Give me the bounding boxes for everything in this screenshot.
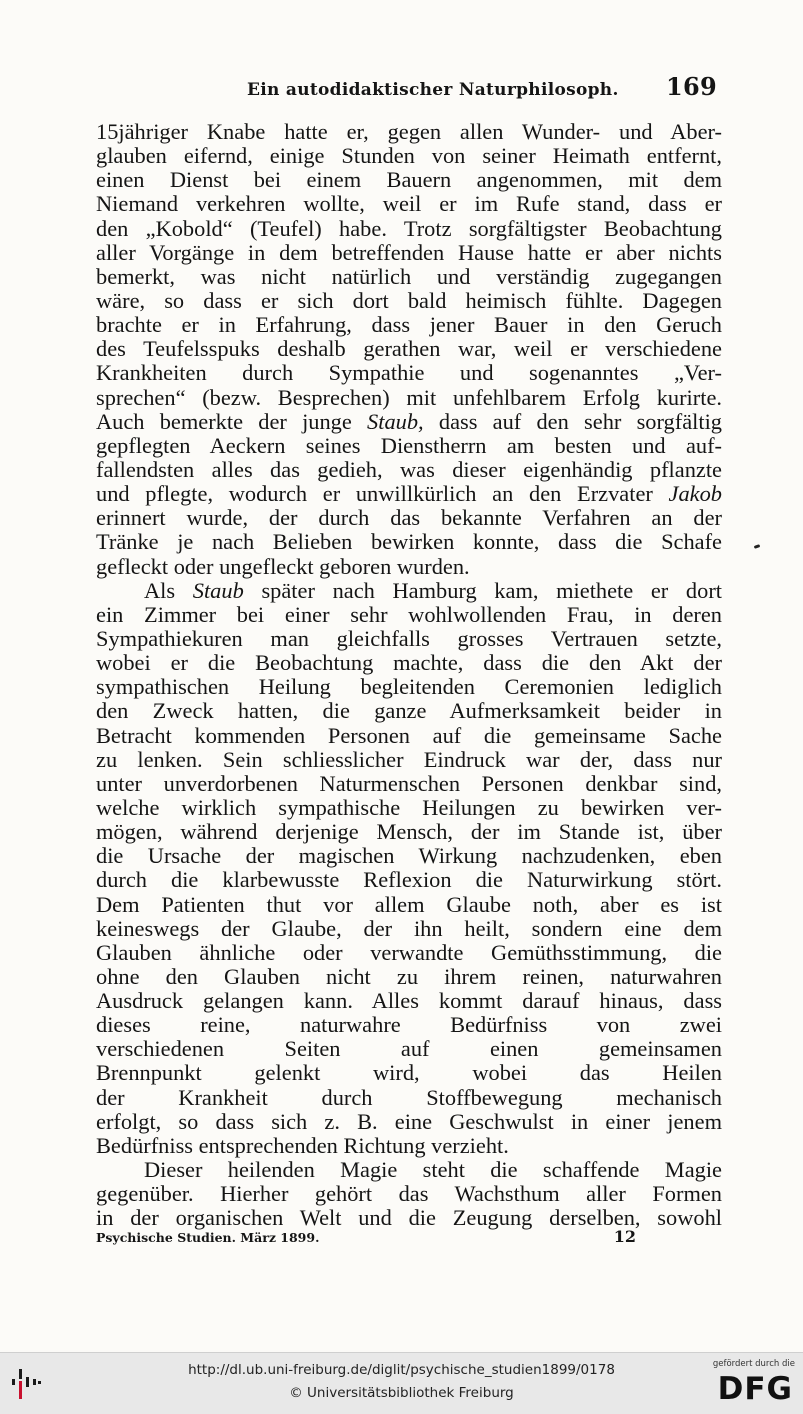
text-line <box>96 893 722 917</box>
line-text: dass auf den sehr sorgfältig <box>423 409 722 434</box>
line-text: Dieser heilenden Magie steht die schaffende Magie <box>144 1158 722 1183</box>
text-line <box>96 434 722 458</box>
text-line <box>96 941 722 965</box>
emphasized-name: Staub <box>192 578 244 603</box>
line-text: Als <box>144 578 193 603</box>
line-text: Krankheiten durch Sympathie und sogenanntes „Ver- <box>96 361 722 386</box>
text-line <box>96 699 722 723</box>
text-line <box>96 555 722 579</box>
line-text: ein Zimmer bei einer sehr wohlwollenden Frau, in deren <box>96 602 722 627</box>
line-text: Ausdruck gelangen kann. Alles kommt darauf hinaus, dass <box>96 989 722 1014</box>
line-text: gefleckt oder ungefleckt geboren wurden. <box>96 554 470 579</box>
text-line <box>96 265 722 289</box>
line-text: in der organischen Welt und die Zeugung derselben, sowohl <box>96 1206 722 1231</box>
text-line <box>96 1110 722 1134</box>
line-text: ohne den Glauben nicht zu ihrem reinen, naturwahren <box>96 964 722 989</box>
text-line <box>96 1037 722 1061</box>
line-text: später nach Hamburg kam, miethete er dort <box>243 578 722 603</box>
text-line <box>96 289 722 313</box>
bottom-bar <box>0 1352 803 1414</box>
text-line <box>96 868 722 892</box>
line-text: einen Dienst bei einem Bauern angenommen, mit dem <box>96 168 722 193</box>
text-line <box>96 820 722 844</box>
page-number: 169 <box>666 72 717 101</box>
text-line <box>96 675 722 699</box>
text-line <box>96 241 722 265</box>
signature-mark: 12 <box>613 1227 636 1246</box>
text-line <box>96 192 722 216</box>
line-text: sympathischen Heilung begleitenden Ceremonien lediglich <box>96 675 722 700</box>
line-text: gepflegten Aeckern seines Dienstherrn am besten und auf- <box>96 433 722 458</box>
journal-footer: Psychische Studien. März 1899. <box>96 1230 320 1245</box>
text-line <box>96 506 722 530</box>
text-line <box>96 168 722 192</box>
line-text: 15jähriger Knabe hatte er, gegen allen Wunder- und Aber- <box>96 120 722 144</box>
line-text: den Zweck hatten, die ganze Aufmerksamkeit beider in <box>96 699 722 724</box>
line-text: verschiedenen Seiten auf einen gemeinsamen <box>96 1037 722 1062</box>
line-text: gegenüber. Hierher gehört das Wachsthum aller Formen <box>96 1182 722 1207</box>
line-text: erfolgt, so dass sich z. B. eine Geschwulst in einer jenem <box>96 1109 722 1134</box>
text-line <box>96 1134 722 1158</box>
line-text: fallendsten alles das gedieh, was dieser eigenhändig pflanzte <box>96 457 722 482</box>
body-text <box>96 120 722 1230</box>
line-text: dieses reine, naturwahre Bedürfniss von zwei <box>96 1013 722 1038</box>
emphasized-name: Jakob <box>668 482 722 507</box>
copyright-notice: © Universitätsbibliothek Freiburg <box>289 1385 514 1401</box>
dfg-logo: DFG <box>717 1371 793 1407</box>
text-line <box>96 989 722 1013</box>
line-text: welche wirklich sympathische Heilungen zu bewirken ver- <box>96 795 722 820</box>
text-line <box>96 482 722 506</box>
line-text: unter unverdorbenen Naturmenschen Personen denkbar sind, <box>96 771 722 796</box>
text-line <box>96 144 722 168</box>
line-text: wäre, so dass er sich dort bald heimisch fühlte. Dagegen <box>96 288 722 313</box>
text-line <box>96 458 722 482</box>
line-text: sprechen“ (bezw. Besprechen) mit unfehlbarem Erfolg kurirte. <box>96 385 722 410</box>
text-line <box>96 120 722 144</box>
text-line <box>96 1086 722 1110</box>
line-text: wobei er die Beobachtung machte, dass die den Akt der <box>96 651 722 676</box>
running-head <box>247 72 717 101</box>
emphasized-name: Staub, <box>367 409 424 434</box>
line-text: und pflegte, wodurch er unwillkürlich an den Erzvater <box>96 482 669 507</box>
line-text: brachte er in Erfahrung, dass jener Bauer in den Geruch <box>96 313 722 338</box>
text-line <box>96 386 722 410</box>
text-line <box>96 1158 722 1182</box>
page-footer <box>96 1227 636 1246</box>
text-line <box>96 917 722 941</box>
text-line <box>96 627 722 651</box>
source-url[interactable]: http://dl.ub.uni-freiburg.de/diglit/psychische_studien1899/0178 <box>188 1362 615 1378</box>
line-text: Dem Patienten thut vor allem Glaube noth, aber es ist <box>96 892 722 917</box>
stray-ink-mark <box>754 544 761 549</box>
text-line <box>96 579 722 603</box>
text-line <box>96 965 722 989</box>
line-text: durch die klarbewusste Reflexion die Naturwirkung stört. <box>96 868 722 893</box>
line-text: der Krankheit durch Stoffbewegung mechanisch <box>96 1085 722 1110</box>
line-text: die Ursache der magischen Wirkung nachzudenken, eben <box>96 844 722 869</box>
line-text: den „Kobold“ (Teufel) habe. Trotz sorgfältigster Beobachtung <box>96 216 722 241</box>
line-text: keineswegs der Glaube, der ihn heilt, sondern eine dem <box>96 916 722 941</box>
text-line <box>96 748 722 772</box>
text-line <box>96 796 722 820</box>
text-line <box>96 217 722 241</box>
text-line <box>96 313 722 337</box>
text-line <box>96 1013 722 1037</box>
line-text: des Teufelsspuks deshalb gerathen war, weil er verschiedene <box>96 337 722 362</box>
text-line <box>96 337 722 361</box>
line-text: Niemand verkehren wollte, weil er im Rufe stand, dass er <box>96 192 722 217</box>
text-line <box>96 772 722 796</box>
line-text: zu lenken. Sein schliesslicher Eindruck war der, dass nur <box>96 747 722 772</box>
line-text: Betracht kommenden Personen auf die gemeinsame Sache <box>96 723 722 748</box>
line-text: Glauben ähnliche oder verwandte Gemüthsstimmung, die <box>96 940 722 965</box>
line-text: Tränke je nach Belieben bewirken konnte, dass die Schafe <box>96 530 722 555</box>
text-line <box>96 651 722 675</box>
text-line <box>96 844 722 868</box>
funding-note: gefördert durch die <box>712 1359 795 1369</box>
line-text: Brennpunkt gelenkt wird, wobei das Heilen <box>96 1061 722 1086</box>
line-text: aller Vorgänge in dem betreffenden Hause hatte er aber nichts <box>96 240 722 265</box>
text-line <box>96 724 722 748</box>
running-title: Ein autodidaktischer Naturphilosoph. <box>247 80 619 100</box>
line-text: Sympathiekuren man gleichfalls grosses Vertrauen setzte, <box>96 626 722 651</box>
line-text: glauben eifernd, einige Stunden von seiner Heimath entfernt, <box>96 144 722 169</box>
line-text: mögen, während derjenige Mensch, der im Stande ist, über <box>96 820 722 845</box>
text-line <box>96 410 722 434</box>
line-text: erinnert wurde, der durch das bekannte Verfahren an der <box>96 506 722 531</box>
line-text: Auch bemerkte der junge <box>96 409 368 434</box>
text-line <box>96 361 722 385</box>
text-line <box>96 530 722 554</box>
line-text: Bedürfniss entsprechenden Richtung verzieht. <box>96 1133 509 1158</box>
text-line <box>96 603 722 627</box>
line-text: bemerkt, was nicht natürlich und verständig zugegangen <box>96 264 722 289</box>
text-line <box>96 1182 722 1206</box>
text-line <box>96 1061 722 1085</box>
